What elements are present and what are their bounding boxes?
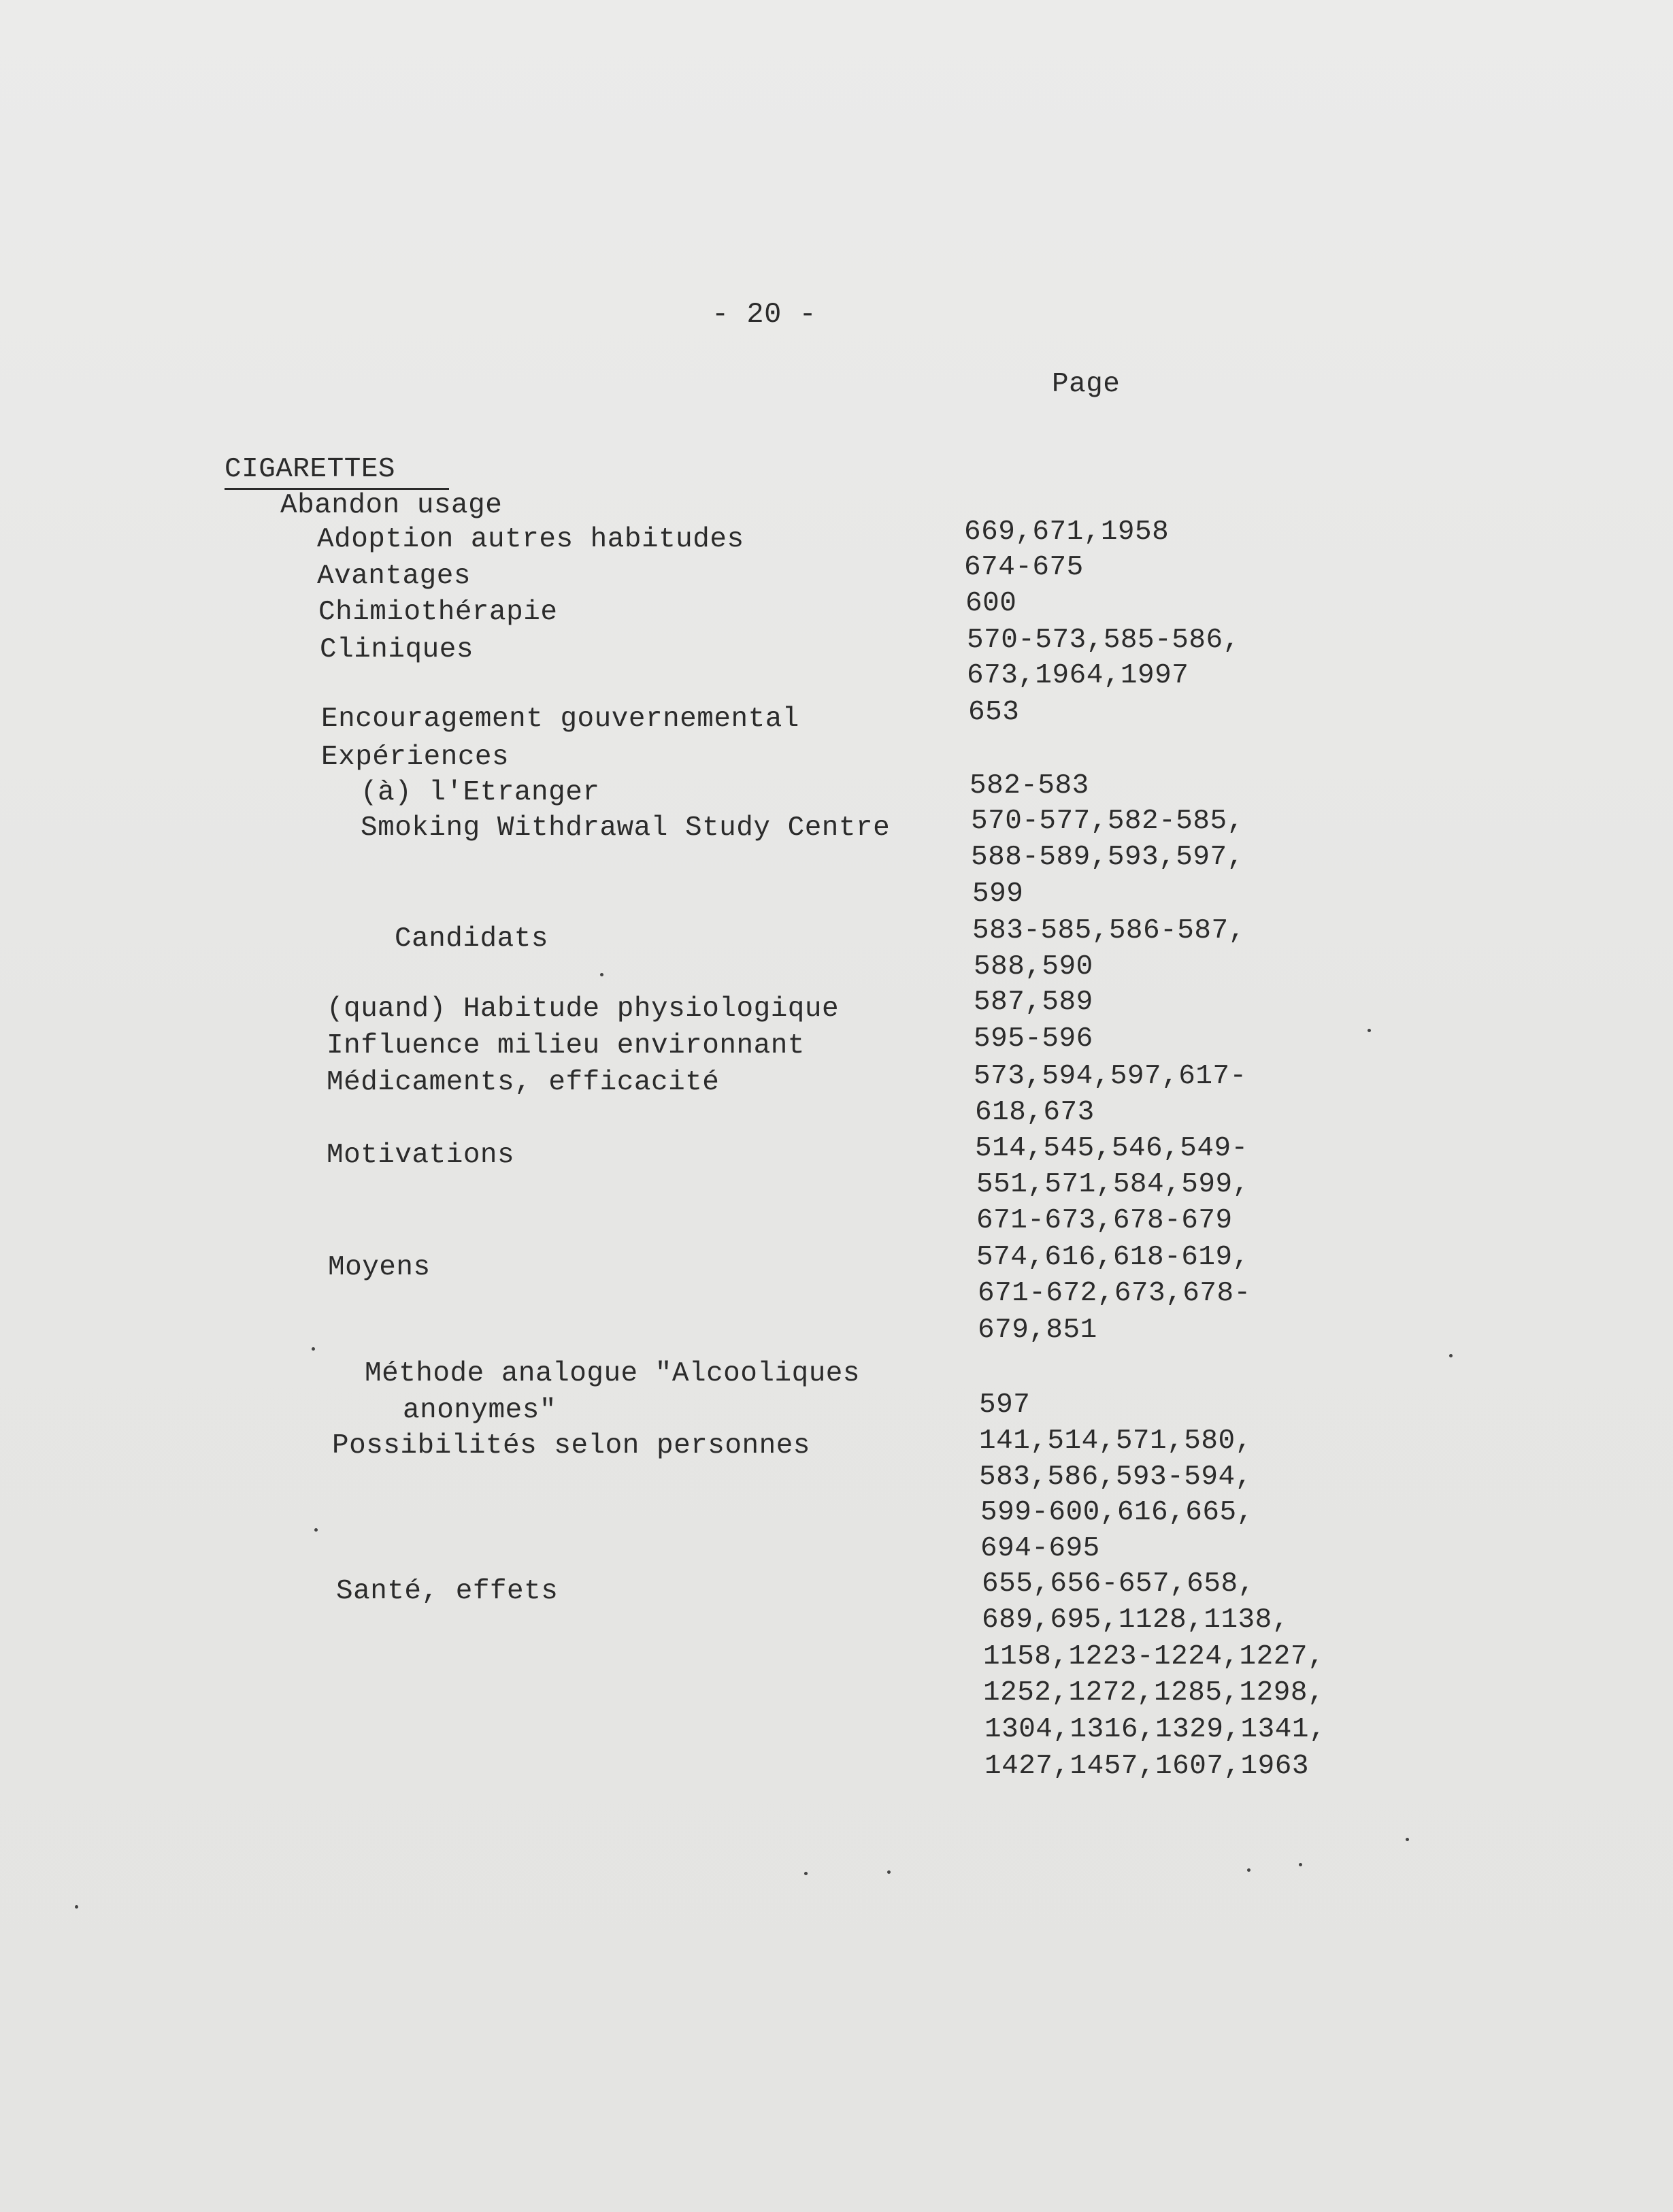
entry-label: Smoking Withdrawal Study Centre bbox=[361, 812, 891, 844]
entry-pages: 599 bbox=[972, 878, 1024, 910]
entry-label: Méthode analogue "Alcooliques bbox=[365, 1358, 861, 1389]
entry-label: Influence milieu environnant bbox=[327, 1030, 805, 1061]
entry-pages: 583,586,593-594, bbox=[979, 1462, 1253, 1493]
scan-speck bbox=[1247, 1868, 1250, 1872]
entry-pages: 653 bbox=[968, 697, 1020, 728]
scan-speck bbox=[312, 1347, 315, 1351]
entry-label: Possibilités selon personnes bbox=[332, 1430, 810, 1462]
entry-pages: 1304,1316,1329,1341, bbox=[984, 1714, 1327, 1745]
entry-pages: 583-585,586-587, bbox=[972, 915, 1246, 946]
entry-pages: 573,594,597,617- bbox=[974, 1061, 1247, 1092]
entry-pages: 689,695,1128,1138, bbox=[982, 1604, 1289, 1636]
entry-pages: 674-675 bbox=[964, 552, 1084, 583]
entry-label: Chimiothérapie bbox=[318, 597, 558, 628]
scan-speck bbox=[314, 1528, 318, 1532]
entry-pages: 141,514,571,580, bbox=[979, 1425, 1253, 1457]
entry-pages: 694-695 bbox=[980, 1533, 1100, 1564]
entry-pages: 597 bbox=[979, 1389, 1031, 1421]
scan-speck bbox=[804, 1872, 808, 1875]
entry-pages: 600 bbox=[965, 588, 1017, 619]
entry-pages: 574,616,618-619, bbox=[976, 1242, 1250, 1273]
entry-pages: 582-583 bbox=[970, 770, 1089, 802]
scan-speck bbox=[1449, 1354, 1453, 1357]
entry-pages: 595-596 bbox=[974, 1023, 1093, 1055]
entry-label: Santé, effets bbox=[336, 1576, 559, 1607]
entry-label: Médicaments, efficacité bbox=[327, 1067, 720, 1098]
scan-speck bbox=[600, 973, 603, 976]
entry-pages: 679,851 bbox=[978, 1315, 1097, 1346]
entry-pages: 588-589,593,597, bbox=[971, 842, 1244, 873]
entry-label: Candidats bbox=[395, 923, 548, 955]
entry-label: Adoption autres habitudes bbox=[317, 524, 744, 555]
page-column-header: Page bbox=[1052, 369, 1121, 400]
entry-pages: 671-672,673,678- bbox=[978, 1278, 1251, 1309]
entry-pages: 1252,1272,1285,1298, bbox=[983, 1677, 1325, 1708]
scan-speck bbox=[1368, 1029, 1371, 1032]
entry-label: anonymes" bbox=[403, 1395, 557, 1426]
entry-label: Cliniques bbox=[320, 634, 474, 665]
entry-label: Expériences bbox=[321, 742, 510, 773]
entry-label: Moyens bbox=[328, 1252, 431, 1283]
section-heading: CIGARETTES bbox=[225, 454, 396, 485]
entry-label: (quand) Habitude physiologique bbox=[327, 993, 840, 1025]
entry-label: Motivations bbox=[327, 1140, 515, 1171]
entry-pages: 655,656-657,658, bbox=[982, 1568, 1255, 1600]
entry-label: Abandon usage bbox=[280, 490, 503, 521]
entry-pages: 551,571,584,599, bbox=[976, 1169, 1250, 1200]
entry-pages: 671-673,678-679 bbox=[976, 1205, 1233, 1236]
scan-speck bbox=[75, 1905, 78, 1909]
entry-pages: 1158,1223-1224,1227, bbox=[983, 1641, 1325, 1672]
entry-pages: 514,545,546,549- bbox=[975, 1133, 1248, 1164]
entry-pages: 618,673 bbox=[975, 1097, 1095, 1128]
entry-pages: 673,1964,1997 bbox=[967, 660, 1189, 691]
entry-pages: 599-600,616,665, bbox=[980, 1497, 1254, 1528]
entry-pages: 669,671,1958 bbox=[964, 516, 1170, 548]
entry-pages: 587,589 bbox=[974, 987, 1093, 1018]
entry-pages: 570-577,582-585, bbox=[971, 806, 1244, 837]
scan-speck bbox=[1299, 1863, 1302, 1866]
entry-pages: 588,590 bbox=[974, 951, 1093, 983]
entry-pages: 1427,1457,1607,1963 bbox=[984, 1751, 1309, 1782]
scan-speck bbox=[887, 1870, 891, 1874]
entry-label: Encouragement gouvernemental bbox=[321, 704, 799, 735]
entry-pages: 570-573,585-586, bbox=[967, 625, 1240, 656]
page-number: - 20 - bbox=[712, 298, 817, 331]
scan-speck bbox=[1406, 1838, 1409, 1841]
entry-label: Avantages bbox=[317, 561, 471, 592]
entry-label: (à) l'Etranger bbox=[361, 777, 600, 808]
